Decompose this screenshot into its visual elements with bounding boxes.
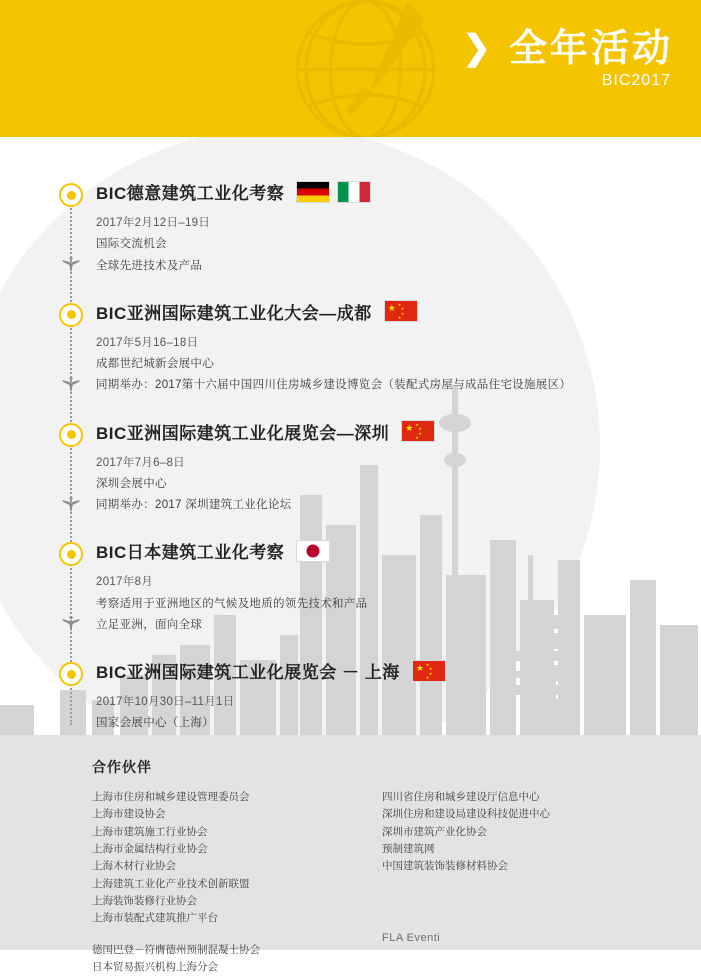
partner-item: FLA Eventi xyxy=(382,931,441,944)
spacer xyxy=(382,904,672,918)
timeline-dot-icon xyxy=(59,542,83,566)
spacer xyxy=(92,928,382,942)
partner-item: 上海建筑工业化产业技术创新联盟 xyxy=(92,877,250,890)
partners-footer xyxy=(0,735,701,973)
timeline-event[interactable] xyxy=(0,419,701,517)
event-detail: 深圳会展中心 xyxy=(96,477,167,490)
partner-item: 上海木材行业协会 xyxy=(92,860,176,873)
event-date: 2017年5月16–18日 xyxy=(96,336,199,349)
partner-item: 深圳市建筑产业化协会 xyxy=(382,825,487,838)
partner-item: 四川省住房和城乡建设厅信息中心 xyxy=(382,791,540,803)
flag-italy-icon xyxy=(337,181,371,203)
event-flags xyxy=(296,540,330,562)
partner-item: 上海市金属结构行业协会 xyxy=(92,842,208,855)
timeline-event[interactable] xyxy=(0,658,701,735)
timeline-dot-icon xyxy=(59,303,83,327)
partner-item: 中国建筑装饰装修材料协会 xyxy=(382,860,508,873)
event-detail: 同期举办：2017第十六届中国四川住房城乡建设博览会（装配式房屋与成品住宅设施展区） xyxy=(96,379,572,392)
timeline-section xyxy=(0,137,701,735)
event-title: BIC德意建筑工业化考察 xyxy=(96,184,285,203)
plane-down-icon xyxy=(61,614,81,634)
event-date: 2017年2月12日–19日 xyxy=(96,217,211,229)
partner-item: 上海装饰装修行业协会 xyxy=(92,894,197,907)
partners-left-column xyxy=(92,789,382,976)
event-flags xyxy=(296,181,371,203)
timeline-event[interactable] xyxy=(0,299,701,397)
partner-item: 德国巴登－符膺德州预制混凝土协会 xyxy=(92,943,260,956)
page-title: 全年活动 xyxy=(508,28,673,70)
spacer xyxy=(382,876,672,890)
event-date: 2017年7月6–8日 xyxy=(96,456,185,469)
partner-item: 上海市住房和城乡建设管理委员会 xyxy=(92,791,250,803)
partner-item: 上海市建筑施工行业协会 xyxy=(92,825,208,838)
plane-down-icon xyxy=(61,255,81,275)
timeline-dot-icon xyxy=(59,662,83,686)
timeline-dot-icon xyxy=(59,423,83,447)
page-header xyxy=(0,0,701,137)
flag-japan-icon xyxy=(296,540,330,562)
event-title: BIC亚洲国际建筑工业化展览会—深圳 xyxy=(96,423,390,443)
event-title: BIC日本建筑工业化考察 xyxy=(96,543,285,563)
flag-germany-icon xyxy=(296,181,330,203)
event-detail: 同期举办：2017 深圳建筑工业化论坛 xyxy=(96,499,292,512)
event-date: 2017年10月30日–11月1日 xyxy=(96,696,235,709)
partner-item: 上海市装配式建筑推广平台 xyxy=(92,912,218,925)
plane-down-icon xyxy=(61,375,81,395)
event-flags xyxy=(412,660,446,682)
event-title: BIC亚洲国际建筑工业化展览会 － 上海 xyxy=(96,663,400,683)
event-detail: 成都世纪城新会展中心 xyxy=(96,358,214,371)
event-detail: 国际交流机会 xyxy=(96,238,167,251)
partner-item: 深圳住房和建设局建设科技促进中心 xyxy=(382,808,550,821)
event-title: BIC亚洲国际建筑工业化大会—成都 xyxy=(96,303,372,323)
page-subtitle: BIC2017 xyxy=(601,71,671,89)
partner-item: 上海市建设协会 xyxy=(92,808,166,821)
event-flags xyxy=(401,420,435,442)
partner-item: 日本贸易振兴机构上海分会 xyxy=(92,960,218,973)
partner-item: 预制建筑网 xyxy=(382,842,435,855)
partners-right-column xyxy=(382,789,672,976)
timeline-event[interactable] xyxy=(0,179,701,277)
chevron-right-icon: ❯ xyxy=(462,28,491,67)
spacer xyxy=(382,890,672,904)
event-flags xyxy=(384,300,418,322)
flag-china-icon: ★ ★ ★ ★ ★ xyxy=(401,420,435,442)
event-detail: 立足亚洲，面向全球 xyxy=(96,618,203,631)
header-title-block xyxy=(462,30,673,90)
event-detail: 全球先进技术及产品 xyxy=(96,259,203,272)
plane-down-icon xyxy=(61,495,81,515)
timeline-dot-icon xyxy=(59,183,83,207)
event-date: 2017年8月 xyxy=(96,576,154,589)
timeline-event[interactable] xyxy=(0,538,701,636)
globe-plane-icon xyxy=(278,0,453,137)
partners-title: 合作伙伴 xyxy=(92,759,152,775)
event-detail: 考察适用于亚洲地区的气候及地质的领先技术和产品 xyxy=(96,597,368,610)
timeline-list xyxy=(0,137,701,735)
event-detail: 国家会展中心（上海） xyxy=(96,717,214,730)
spacer xyxy=(382,918,672,932)
flag-china-icon: ★ ★ ★ ★ ★ xyxy=(412,660,446,682)
flag-china-icon: ★ ★ ★ ★ ★ xyxy=(384,300,418,322)
